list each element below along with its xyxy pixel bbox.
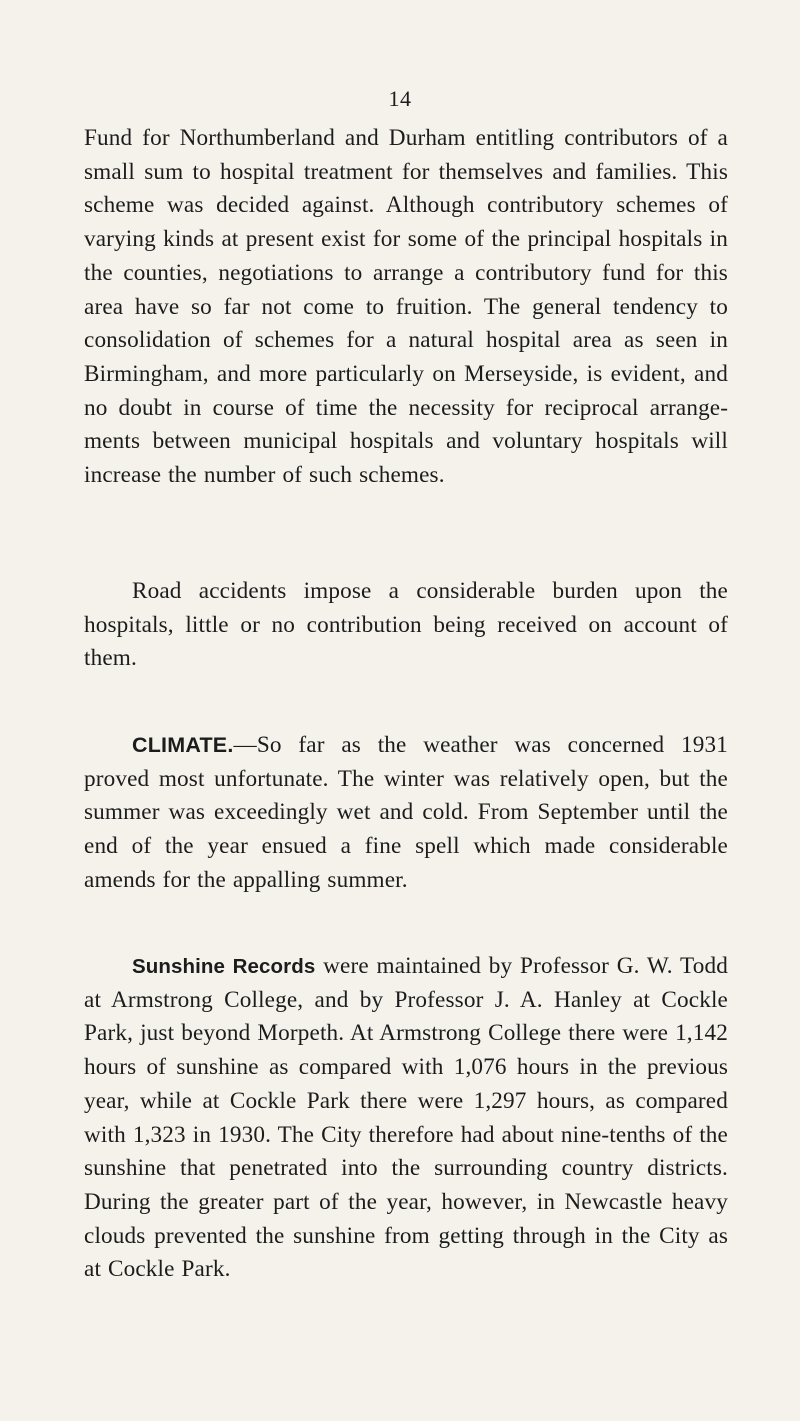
paragraph-road-accidents: Road accidents impose a considerable burden upon the hospitals, little or no contribution being received on account of them. [84,578,728,672]
climate-heading: CLIMATE. [132,733,234,757]
page-number: 14 [388,86,412,111]
climate-body: —So far as the weather was concerned 1931 proved most unfortunate. The winter was relatively open, but the summer was exceedingly wet and cold. From September until the end of the year ensued a fine spell which made considerable amends for the appalling summer. [84,732,728,893]
paragraph-sunshine-records [84,950,728,1287]
sunshine-records-heading: Sunshine Records [132,955,316,978]
sunshine-records-body: were maintained by Professor G. W. Todd at Armstrong College, and by Professor J. A. Hanley at Cockle Park, just beyond Morpeth. At Armstrong College there were 1,142 hours of sunshine as compared with 1,076 hours in the previous year, while at Cockle Park there were 1,297 hours, as compared with 1,323 in 1930. The City therefore had about nine-tenths of the sunshine that penetrated into the surrounding country districts. During the greater part of the year, however, in Newcastle heavy clouds prevented the sunshine from getting through in the City as at Cockle Park. [84,953,728,1283]
paragraph-hospital-schemes: Fund for Northumberland and Durham entitling contributors of a small sum to hospital treatment for themselves and families. This scheme was decided against. Although contributory schemes of varying kinds at present exist for some of the principal hospitals in the counties, negotiations to arrange a contributory fund for this area have so far not come to fruition. The general tendency to consolidation of schemes for a natural hospital area as seen in Birmingham, and more particularly on Merseyside, is evident, and no doubt in course of time the necessity for reciprocal arrangements between municipal hospitals and voluntary hospitals will increase the number of such schemes. [84,125,728,489]
paragraph-climate [84,729,728,898]
